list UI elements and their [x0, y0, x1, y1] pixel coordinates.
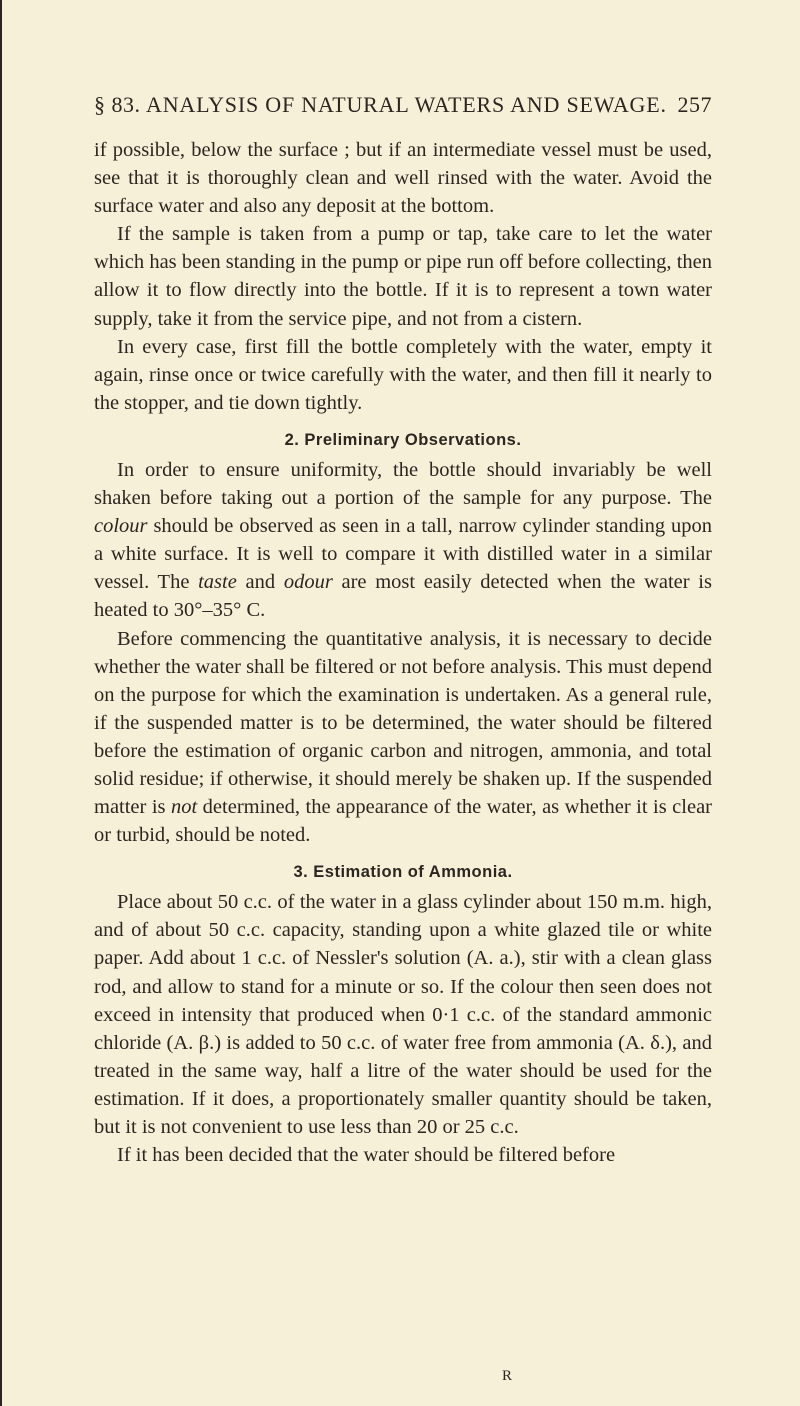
paragraph-ammonia-procedure: Place about 50 c.c. of the water in a glass cylinder about 150 m.m. high, and of about 50 c.c. capacity, standing upon a white glazed tile or white paper. Add about 1 c.c. of Nessler's solution (A. a.), stir with a clean glass rod, and allow to stand for a minute or so. If the colour then seen does not exceed in intensity that produced when 0·1 c.c. of the standard ammonic chloride (A. β.) is added to 50 c.c. of water free from ammonia (A. δ.), and treated in the same way, half a litre of the water should be used for the estimation. If it does, a proportionately smaller quantity should be taken, but it is not convenient to use less than 20 or 25 c.c. [94, 891, 712, 1138]
paragraph-pump-tap: If the sample is taken from a pump or tap, take care to let the water which has been standing in the pump or pipe run off before collecting, then allow it to flow directly into the bottle. If it is to represent a town water supply, take it from the service pipe, and not from a cistern. [94, 223, 712, 330]
page-edge-shadow [0, 0, 2, 1406]
italic-colour: colour [94, 515, 148, 538]
paragraph-sampling-continued: if possible, below the surface ; but if an intermediate vessel must be used, see that it is thoroughly clean and well rinsed with the water. Avoid the surface water and also any deposit at the bottom. [94, 139, 712, 218]
paragraph-filtering: Before commencing the quantitative analysis, it is necessary to decide whether the water shall be filtered or not before analysis. This must depend on the purpose for which the examination is undertaken. As a general rule, if the suspended matter is to be determined, the water should be filtered before the estimation of organic carbon and nitrogen, ammonia, and total solid residue; if otherwise, it should merely be shaken up. If the suspended matter is not determined, the appearance of the water, as whether it is clear or turbid, should be noted. [94, 627, 712, 847]
italic-taste: taste [198, 571, 237, 594]
section-number: § 83. [94, 92, 141, 117]
page-body [94, 136, 712, 1169]
italic-not: not [171, 796, 198, 819]
paragraph-uniformity: In order to ensure uniformity, the bottle should invariably be well shaken before taking out a portion of the sample for any purpose. The colour should be observed as seen in a tall, narrow cylinder standing upon a white surface. It is well to compare it with distilled water in a similar vessel. The taste and odour are most easily detected when the water is heated to 30°–35° C. [94, 458, 712, 622]
section-heading-preliminary: 2. Preliminary Observations. [284, 430, 522, 449]
signature-mark: R [502, 1368, 513, 1384]
italic-odour: odour [283, 571, 333, 594]
paragraph-filter-decision: If it has been decided that the water should be filtered before [117, 1144, 616, 1167]
running-title: ANALYSIS OF NATURAL WATERS AND SEWAGE. [146, 92, 667, 117]
running-header [94, 92, 712, 124]
section-heading-ammonia: 3. Estimation of Ammonia. [293, 863, 513, 882]
page-number: 257 [677, 92, 712, 117]
paragraph-fill-bottle: In every case, first fill the bottle completely with the water, empty it again, rinse once or twice carefully with the water, and then fill it nearly to the stopper, and tie down tightly. [94, 335, 712, 414]
